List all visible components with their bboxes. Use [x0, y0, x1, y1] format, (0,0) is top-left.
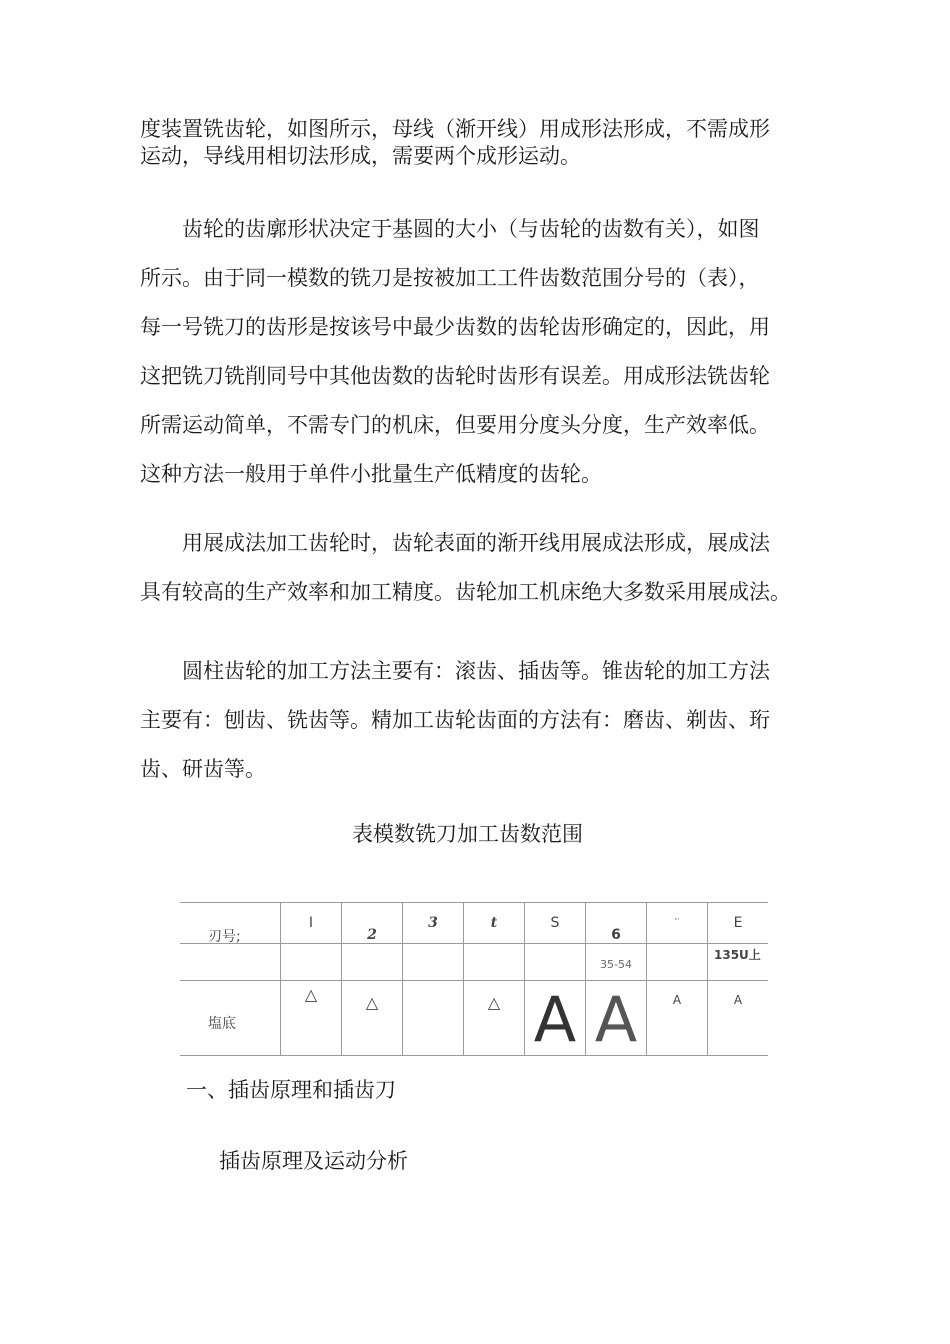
header-label-cell: [180, 903, 281, 944]
table-cell: [464, 981, 525, 1056]
tooth-range: 135U上: [714, 948, 761, 962]
cutter-range-table: [180, 902, 768, 1056]
text-line: 用展成法加工齿轮时，齿轮表面的渐开线用展成法形成，展成法: [182, 531, 770, 555]
text-line: 这把铣刀铣削同号中其他齿数的齿轮时齿形有误差。用成形法铣齿轮: [140, 364, 770, 388]
text-line: 度装置铣齿轮，如图所示，母线（渐开线）用成形法形成，不需成形: [140, 117, 770, 141]
table-cell: [525, 981, 586, 1056]
profile-symbol: A: [733, 993, 743, 1007]
cutter-number: I: [308, 915, 314, 931]
paragraph-continued: [140, 116, 820, 170]
text-line: 圆柱齿轮的加工方法主要有：滚齿、插齿等。锥齿轮的加工方法: [182, 659, 770, 683]
cutter-number: E: [733, 915, 743, 931]
subsection-heading: 插齿原理及运动分析: [219, 1149, 408, 1173]
table-cell: [403, 944, 464, 981]
table-range-row: [180, 944, 768, 981]
paragraph-generating-method: [140, 519, 820, 617]
paragraph-machining-methods: [140, 647, 820, 794]
text-line: 具有较高的生产效率和加工精度。齿轮加工机床绝大多数采用展成法。: [140, 580, 791, 604]
table-cell: [647, 903, 708, 944]
table-cell: [281, 944, 342, 981]
table-cell: [647, 981, 708, 1056]
profile-symbol: △: [304, 985, 318, 1004]
table-cell: [180, 944, 281, 981]
profile-symbol: A: [672, 993, 682, 1007]
table-cell: [342, 944, 403, 981]
table-cell: [403, 981, 464, 1056]
table-cell: [281, 903, 342, 944]
profile-symbol: △: [365, 993, 379, 1012]
text-line: 所需运动简单，不需专门的机床，但要用分度头分度，生产效率低。: [140, 413, 770, 437]
row-label: 塩底: [208, 1016, 236, 1032]
table-cell: [525, 944, 586, 981]
text-line: 运动，导线用相切法形成，需要两个成形运动。: [140, 144, 581, 168]
text-line: 齿、研齿等。: [140, 757, 266, 781]
table-cell: [525, 903, 586, 944]
table-profile-row: [180, 981, 768, 1056]
text-line: 这种方法一般用于单件小批量生产低精度的齿轮。: [140, 462, 602, 486]
tooth-range: 35-54: [600, 958, 632, 971]
text-line: 主要有：刨齿、铣齿等。精加工齿轮齿面的方法有：磨齿、剃齿、珩: [140, 708, 770, 732]
text-line: 每一号铣刀的齿形是按该号中最少齿数的齿轮齿形确定的，因此，用: [140, 315, 770, 339]
table-cell: [586, 944, 647, 981]
table-cell: [281, 981, 342, 1056]
table-cell: [403, 903, 464, 944]
cutter-number: t: [490, 915, 498, 931]
table-cell: [342, 903, 403, 944]
table-cell: [464, 944, 525, 981]
table-cell: [586, 903, 647, 944]
table-cell: [342, 981, 403, 1056]
section-heading: 一、插齿原理和插齿刀: [186, 1078, 396, 1102]
text-line: 齿轮的齿廓形状决定于基圆的大小（与齿轮的齿数有关），如图: [182, 217, 760, 241]
table-caption: 表模数铣刀加工齿数范围: [352, 822, 583, 846]
table-cell: [708, 903, 769, 944]
table-header-row: [180, 903, 768, 944]
table-cell: [708, 944, 769, 981]
header-label: 刃号;: [208, 929, 241, 945]
profile-symbol: A: [594, 983, 638, 1056]
paragraph-gear-profile: [140, 205, 820, 499]
cutter-number: S: [550, 915, 560, 931]
cutter-number: 3: [428, 915, 438, 931]
table-cell: [708, 981, 769, 1056]
cutter-number: "': [674, 917, 680, 925]
cutter-number: 6: [611, 927, 621, 943]
profile-symbol: △: [487, 993, 501, 1012]
cutter-number: 2: [367, 927, 377, 943]
text-line: 所示。由于同一模数的铣刀是按被加工工件齿数范围分号的（表），: [140, 266, 760, 290]
table-cell: [464, 903, 525, 944]
table-cell: [647, 944, 708, 981]
profile-symbol: A: [533, 983, 577, 1056]
table-cell: [586, 981, 647, 1056]
row-label-cell: [180, 981, 281, 1056]
